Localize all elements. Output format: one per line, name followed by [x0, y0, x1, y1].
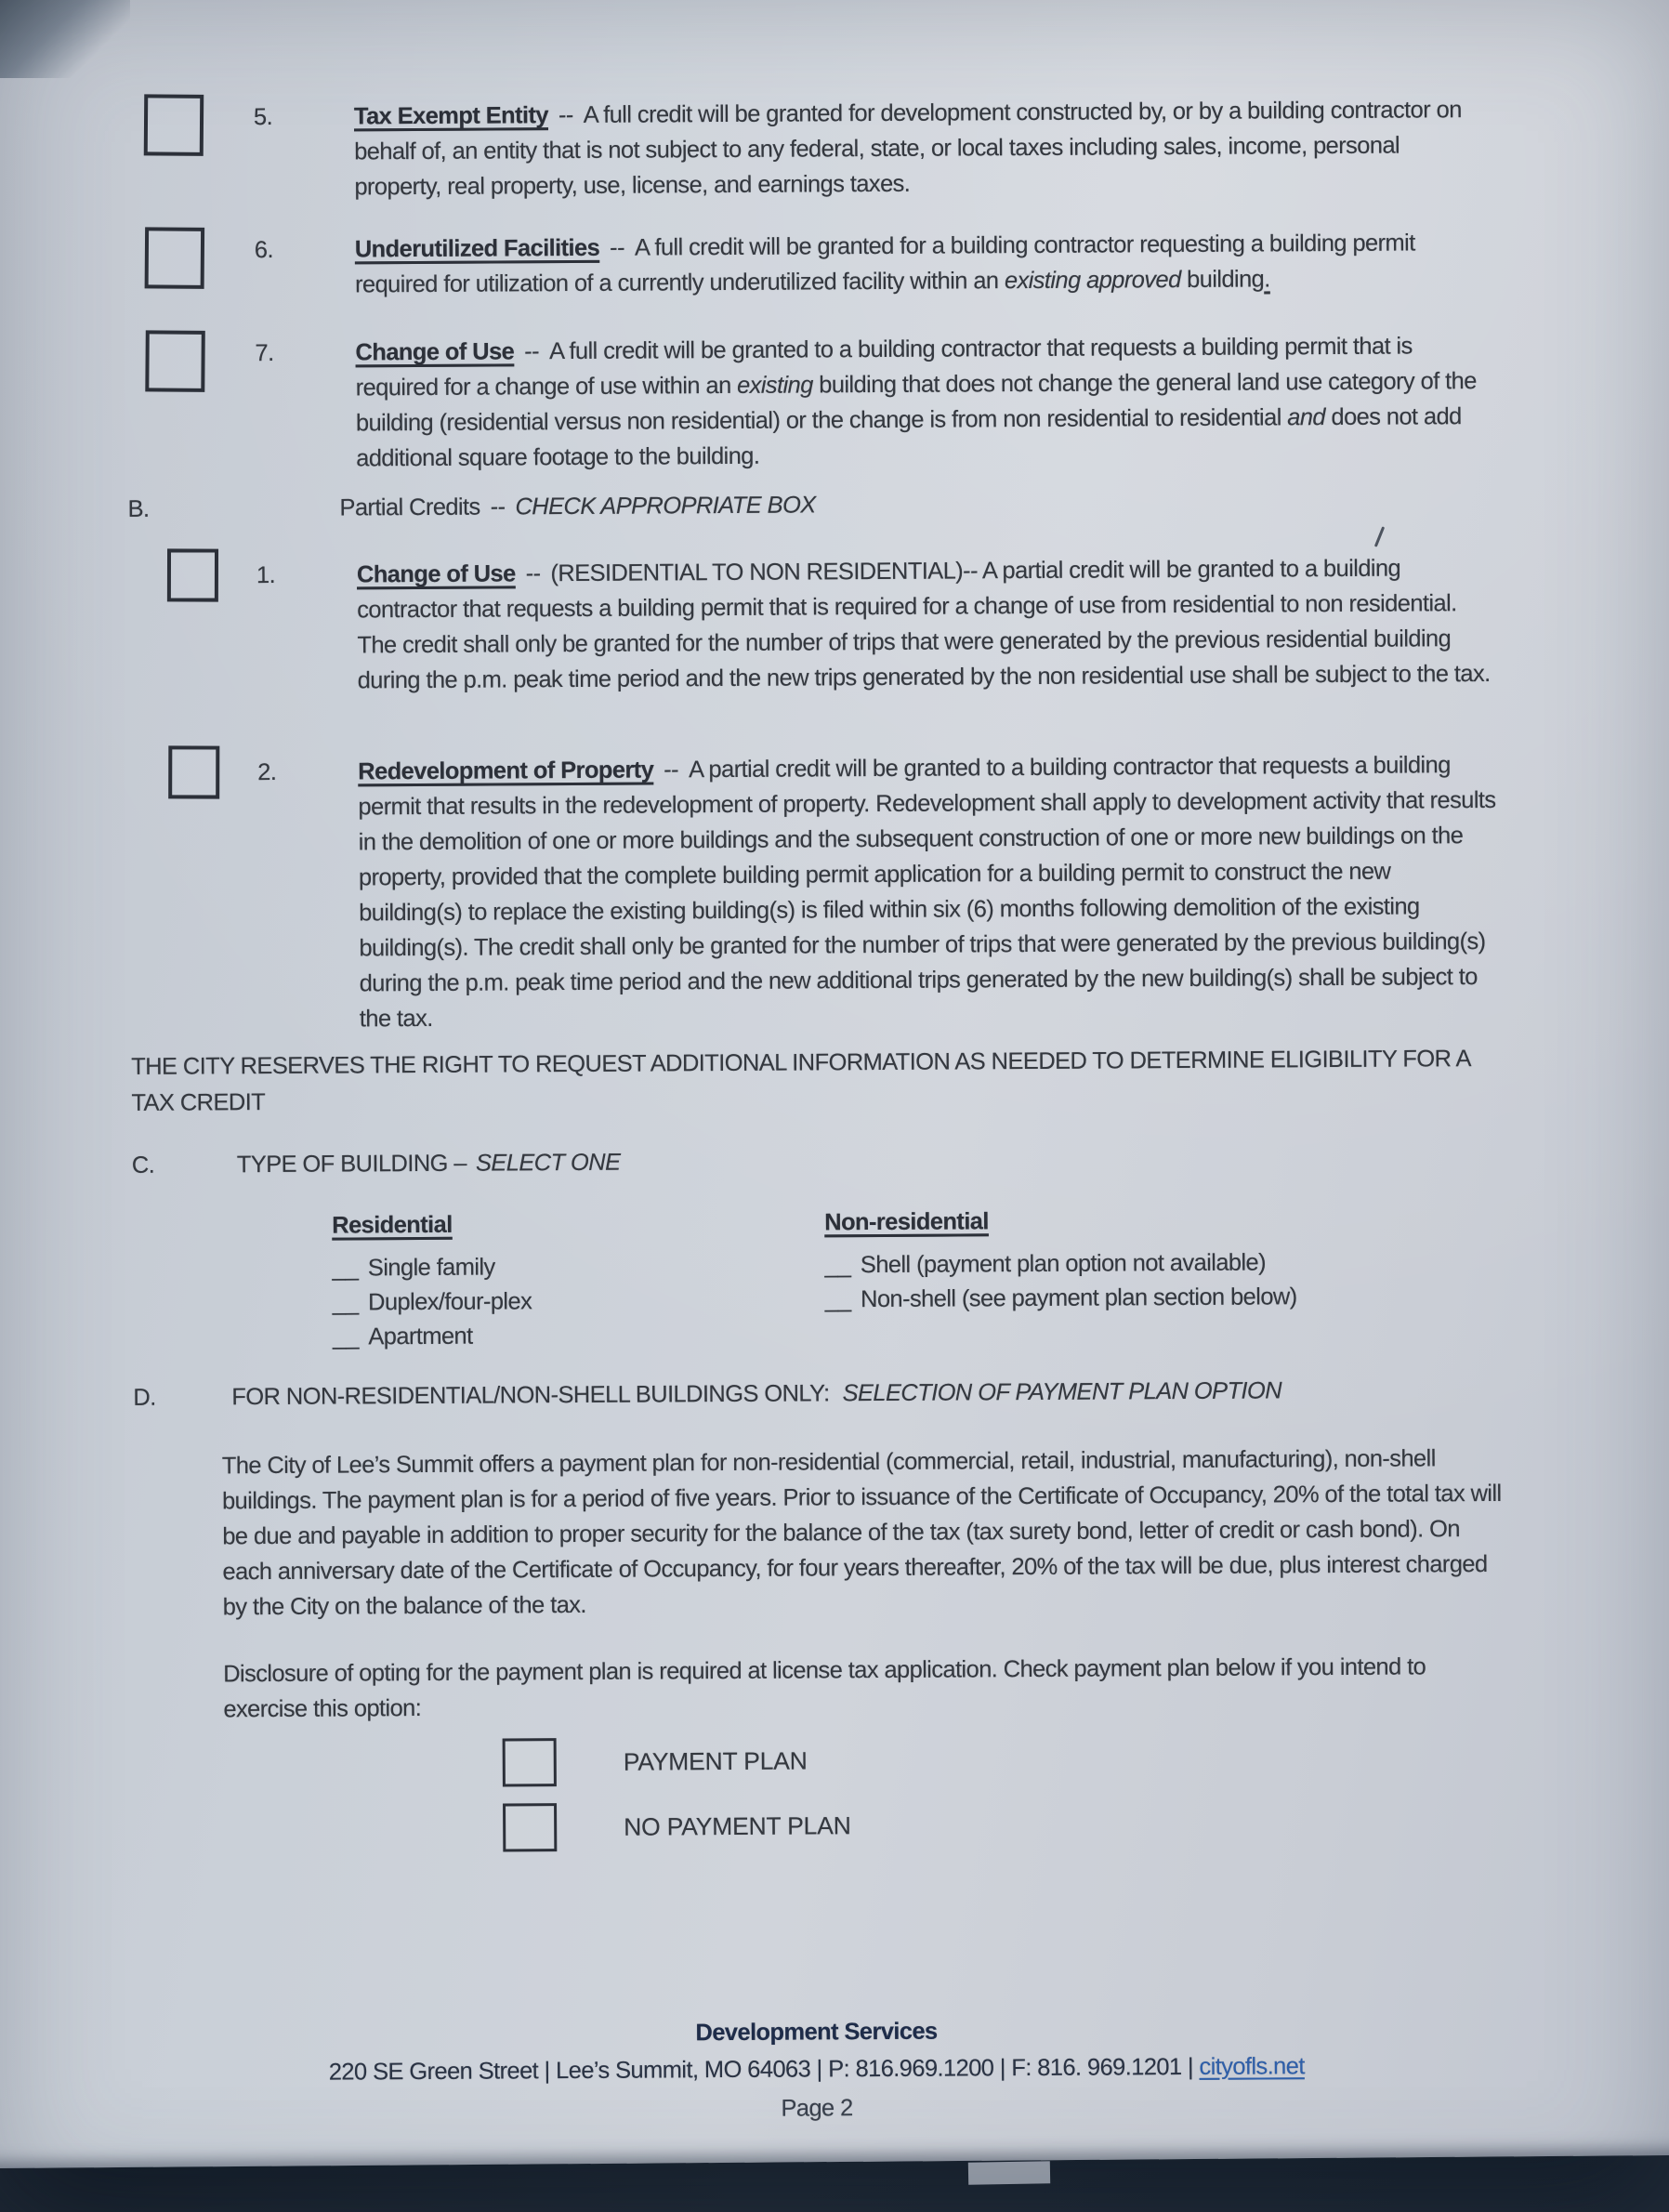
non-residential-column — [824, 1201, 1476, 1317]
section-c-note: SELECT ONE — [475, 1149, 621, 1177]
partial-1-body: (RESIDENTIAL TO NON RESIDENTIAL)-- A partial credit will be granted to a building contractor that requests a building permit that is required for a change of use from residential to non residential. The credit shall only be granted for the number of trips that were generated by the previous residential building during the p.m. peak time period and the new trips generated by the non residential use shall be subject to the tax. — [357, 555, 1491, 694]
partial-2-number: 2. — [257, 758, 277, 786]
partial-2-checkbox[interactable] — [168, 745, 219, 798]
item-6-checkbox[interactable] — [145, 227, 205, 289]
partial-1-checkbox-slot — [147, 558, 256, 612]
paper-bottom-edge — [968, 2161, 1050, 2185]
full-credit-item-5 — [144, 92, 1494, 206]
partial-1-number: 1. — [256, 561, 276, 589]
item-7-text — [355, 328, 1493, 476]
partial-2-checkbox-slot — [148, 755, 257, 810]
footer-page-number: Page 2 — [781, 2095, 853, 2122]
document-page — [115, 0, 1506, 2212]
non-shell-blank[interactable]: __ — [824, 1286, 852, 1313]
full-credit-item-6 — [145, 225, 1494, 304]
partial-2-body: A partial credit will be granted to a building contractor that requests a building permit that results in the redevelopment of property. Redevelopment shall apply to development activity that results in the demolition of one or more buildings and the subsequent construction of one or more new buildings on the property, provided that the complete building permit application for a building permit to construct the new building(s) to replace the existing building(s) is filed within six (6) months following demolition of the existing building(s). The credit shall only be granted for the number of trips that were generated by the previous building(s) during the p.m. peak time period and the new additional trips generated by the new building(s) shall be subject to the tax. — [358, 752, 1496, 1033]
section-b-label: B. — [127, 495, 150, 522]
section-c-label: C. — [131, 1152, 155, 1178]
no-payment-plan-checkbox[interactable] — [503, 1803, 557, 1851]
item-7-body: A full credit will be granted to a building contractor that requests a building permit that is required for a change of use within an — [355, 333, 1413, 402]
option-shell — [824, 1244, 1475, 1283]
payment-plan-label: PAYMENT PLAN — [623, 1746, 808, 1776]
partial-1-heading: Change of Use — [356, 560, 516, 588]
residential-heading: Residential — [332, 1211, 453, 1239]
shell-blank[interactable]: __ — [824, 1252, 851, 1279]
option-apartment — [333, 1318, 779, 1355]
payment-plan-option-row — [503, 1736, 808, 1786]
partial-2-heading: Redevelopment of Property — [358, 757, 654, 785]
item-6-text — [355, 225, 1492, 302]
non-shell-label: Non-shell (see payment plan section below) — [861, 1284, 1297, 1313]
apartment-label: Apartment — [368, 1323, 473, 1350]
single-family-blank[interactable]: __ — [332, 1255, 359, 1282]
section-c-title: TYPE OF BUILDING – — [236, 1150, 467, 1178]
section-d-note: SELECTION OF PAYMENT PLAN OPTION — [842, 1377, 1282, 1407]
item-6-heading: Underutilized Facilities — [354, 234, 600, 263]
partial-1-text — [357, 550, 1495, 698]
duplex-label: Duplex/four-plex — [368, 1288, 532, 1316]
option-duplex — [333, 1284, 779, 1321]
section-d-label: D. — [133, 1384, 156, 1411]
item-7-body-italic: existing — [737, 372, 813, 399]
partial-credit-item-1 — [147, 550, 1497, 700]
no-payment-plan-label: NO PAYMENT PLAN — [624, 1811, 851, 1841]
item-6-body-end: . — [1264, 266, 1270, 293]
item-7-checkbox[interactable] — [145, 330, 205, 392]
website-link[interactable]: cityofls.net — [1199, 2053, 1305, 2080]
full-credit-item-7 — [145, 328, 1495, 478]
item-5-heading: Tax Exempt Entity — [353, 102, 548, 130]
section-d-header — [133, 1372, 1492, 1415]
single-family-label: Single family — [367, 1254, 495, 1282]
item-5-text — [354, 92, 1492, 204]
item-7-body-italic-2: and — [1287, 404, 1326, 431]
item-7-body-3: does not add additional square footage to the building. — [356, 403, 1462, 472]
item-7-number: 7. — [255, 339, 274, 367]
section-b-note: CHECK APPROPRIATE BOX — [515, 492, 816, 520]
non-residential-heading: Non-residential — [824, 1208, 989, 1236]
item-7-heading: Change of Use — [355, 338, 515, 366]
residential-column — [332, 1205, 779, 1355]
dash-separator: -- — [610, 234, 625, 261]
footer-address — [128, 2047, 1505, 2092]
photo-corner-shadow — [0, 0, 130, 78]
dash-separator: -- — [524, 338, 540, 365]
payment-plan-paragraph: The City of Lee’s Summit offers a payment plan for non-residential (commercial, retail, industrial, manufacturing), non-shell buildings. The payment plan is for a period of five years. Prior to issuance of the Certificate of Occupancy, 20% of the total tax will be due and payable in addition to proper security for the balance of the tax (tax surety bond, letter of credit or cash bond). On each anniversary date of the Certificate of Occupancy, for four years thereafter, 20% of the tax will be due, plus interest charged by the City on the balance of the tax. — [221, 1445, 1502, 1621]
duplex-blank[interactable]: __ — [332, 1289, 360, 1316]
dash-separator: -- — [664, 757, 679, 783]
dash-separator: -- — [490, 494, 506, 520]
payment-plan-checkbox[interactable] — [503, 1738, 557, 1786]
no-payment-plan-option-row — [503, 1801, 851, 1851]
footer-address-text: 220 SE Green Street | Lee’s Summit, MO 64063 | P: 816.969.1200 | F: 816. 969.1201 | — [328, 2053, 1200, 2086]
item-6-body-italic: existing approved — [1004, 266, 1181, 295]
building-type-columns — [123, 1201, 1500, 1350]
item-6-body: A full credit will be granted for a building contractor requesting a building permit required for utilization of a currently underutilized facility within an — [354, 230, 1415, 298]
footer — [127, 2009, 1505, 2131]
section-c-header — [132, 1139, 1491, 1183]
section-d-title: FOR NON-RESIDENTIAL/NON-SHELL BUILDINGS ONLY: — [231, 1380, 830, 1411]
city-reserves-notice: THE CITY RESERVES THE RIGHT TO REQUEST ADDITIONAL INFORMATION AS NEEDED TO DETERMINE ELIGIBILITY FOR A TAX CREDIT — [131, 1046, 1470, 1116]
partial-credit-item-2 — [148, 747, 1499, 1038]
dash-separator: -- — [558, 101, 573, 129]
shell-label: Shell (payment plan option not available) — [860, 1249, 1267, 1279]
item-5-checkbox-slot — [144, 99, 254, 166]
item-5-number: 5. — [253, 103, 273, 131]
item-7-body-2: building that does not change the general land use category of the building (residential versus non residential) or the change is from non residential to residential — [355, 368, 1477, 437]
dash-separator: -- — [525, 560, 541, 587]
item-6-number: 6. — [254, 236, 273, 264]
item-5-body: A full credit will be granted for development constructed by, or by a building contractor on behalf of, an entity that is not subject to any federal, state, or local taxes including sales, income, personal property, real property, use, license, and earnings taxes. — [354, 97, 1462, 201]
apartment-blank[interactable]: __ — [332, 1323, 360, 1350]
partial-1-checkbox[interactable] — [167, 548, 218, 601]
item-7-checkbox-slot — [145, 336, 255, 402]
item-6-checkbox-slot — [145, 232, 255, 299]
item-5-checkbox[interactable] — [144, 94, 204, 156]
partial-2-text — [358, 747, 1497, 1036]
option-single-family — [332, 1249, 778, 1286]
footer-department: Development Services — [695, 2018, 938, 2047]
item-6-body-2: building — [1180, 266, 1265, 293]
section-b-title: Partial Credits — [339, 494, 480, 521]
section-b-header — [127, 483, 1486, 527]
disclosure-paragraph: Disclosure of opting for the payment plan is required at license tax application. Check payment plan below if you intend to exercise this option: — [223, 1653, 1426, 1723]
option-non-shell — [825, 1279, 1476, 1317]
